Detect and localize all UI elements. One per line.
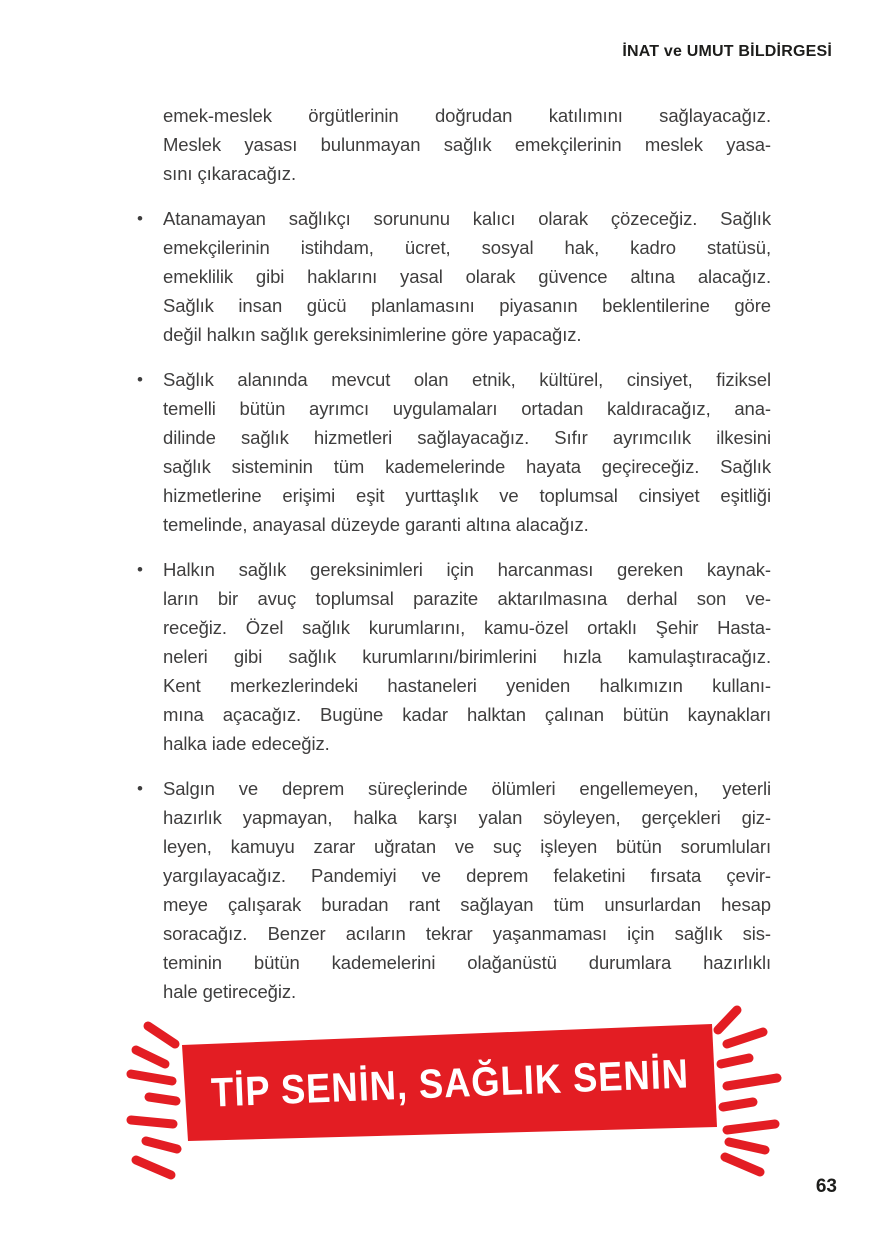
banner-text: TİP SENİN, SAĞLIK SENİN [210, 1048, 749, 1116]
bullet-paragraph [125, 365, 771, 539]
bullet-paragraph [125, 204, 771, 349]
text-line: teminin bütün kademelerini olağanüstü durumlara hazırlıklı [163, 952, 771, 973]
text-line: Sağlık insan gücü planlamasını piyasanın beklentilerine göre [163, 295, 771, 316]
paragraph-continuation [163, 101, 771, 188]
text-line: leyen, kamuyu zarar uğratan ve suç işleyen bütün sorumluları [163, 836, 771, 857]
slogan-banner [115, 1000, 800, 1195]
text-line: Kent merkezlerindeki hastaneleri yeniden halkımızın kullanı- [163, 675, 771, 696]
text-line: Meslek yasası bulunmayan sağlık emekçilerinin meslek yasa- [163, 134, 771, 155]
bullet-paragraph-text [163, 365, 771, 539]
text-line: hale getireceğiz. [163, 981, 297, 1002]
bullet-paragraph-text [163, 774, 771, 1006]
bullet-icon: • [137, 560, 143, 579]
text-line: ların bir avuç toplumsal parazite aktarılmasına derhal son ve- [163, 588, 771, 609]
text-line: Atanamayan sağlıkçı sorununu kalıcı olarak çözeceğiz. Sağlık [163, 208, 771, 229]
bullet-paragraph [125, 774, 771, 1006]
text-line: Salgın ve deprem süreçlerinde ölümleri engellemeyen, yeterli [163, 778, 771, 799]
text-line: emek-meslek örgütlerinin doğrudan katılımını sağlayacağız. [163, 105, 771, 126]
burst-lines-left-icon [131, 1026, 177, 1175]
text-line: soracağız. Benzer acıların tekrar yaşanmaması için sağlık sis- [163, 923, 771, 944]
bullet-paragraph-text [163, 555, 771, 758]
text-line: değil halkın sağlık gereksinimlerine göre yapacağız. [163, 324, 582, 345]
text-line: hazırlık yapmayan, halka karşı yalan söyleyen, gerçekleri giz- [163, 807, 771, 828]
bullet-icon: • [137, 370, 143, 389]
text-line: mına açacağız. Bugüne kadar halktan çalınan bütün kaynakları [163, 704, 771, 725]
banner-svg [115, 1000, 800, 1195]
text-line: Halkın sağlık gereksinimleri için harcanması gereken kaynak- [163, 559, 771, 580]
text-line: hizmetlerine erişimi eşit yurttaşlık ve toplumsal cinsiyet eşitliği [163, 485, 771, 506]
text-line: neleri gibi sağlık kurumlarını/birimlerini hızla kamulaştıracağız. [163, 646, 771, 667]
bullet-paragraph [125, 555, 771, 758]
text-line: temelli bütün ayrımcı uygulamaları ortadan kaldıracağız, ana- [163, 398, 771, 419]
bullet-paragraph-text [163, 204, 771, 349]
text-line: sağlık sisteminin tüm kademelerinde hayata geçireceğiz. Sağlık [163, 456, 771, 477]
text-line: temelinde, anayasal düzeyde garanti altına alacağız. [163, 514, 589, 535]
bullet-icon: • [137, 209, 143, 228]
text-line: meye çalışarak buradan rant sağlayan tüm unsurlardan hesap [163, 894, 771, 915]
bullet-icon: • [137, 779, 143, 798]
text-line: halka iade edeceğiz. [163, 733, 330, 754]
page-number: 63 [815, 1176, 837, 1197]
text-line: Sağlık alanında mevcut olan etnik, kültürel, cinsiyet, fiziksel [163, 369, 771, 390]
text-line: yargılayacağız. Pandemiyi ve deprem felaketini fırsata çevir- [163, 865, 771, 886]
burst-lines-right-icon [718, 1010, 777, 1172]
text-line: dilinde sağlık hizmetleri sağlayacağız. Sıfır ayrımcılık ilkesini [163, 427, 771, 448]
text-line: emeklilik gibi haklarını yasal olarak güvence altına alacağız. [163, 266, 771, 287]
body-text [125, 101, 771, 1006]
running-header: İNAT ve UMUT BİLDİRGESİ [622, 43, 832, 60]
text-line: receğiz. Özel sağlık kurumlarını, kamu-özel ortaklı Şehir Hasta- [163, 617, 771, 638]
text-line: emekçilerinin istihdam, ücret, sosyal hak, kadro statüsü, [163, 237, 771, 258]
text-line: sını çıkaracağız. [163, 163, 296, 184]
